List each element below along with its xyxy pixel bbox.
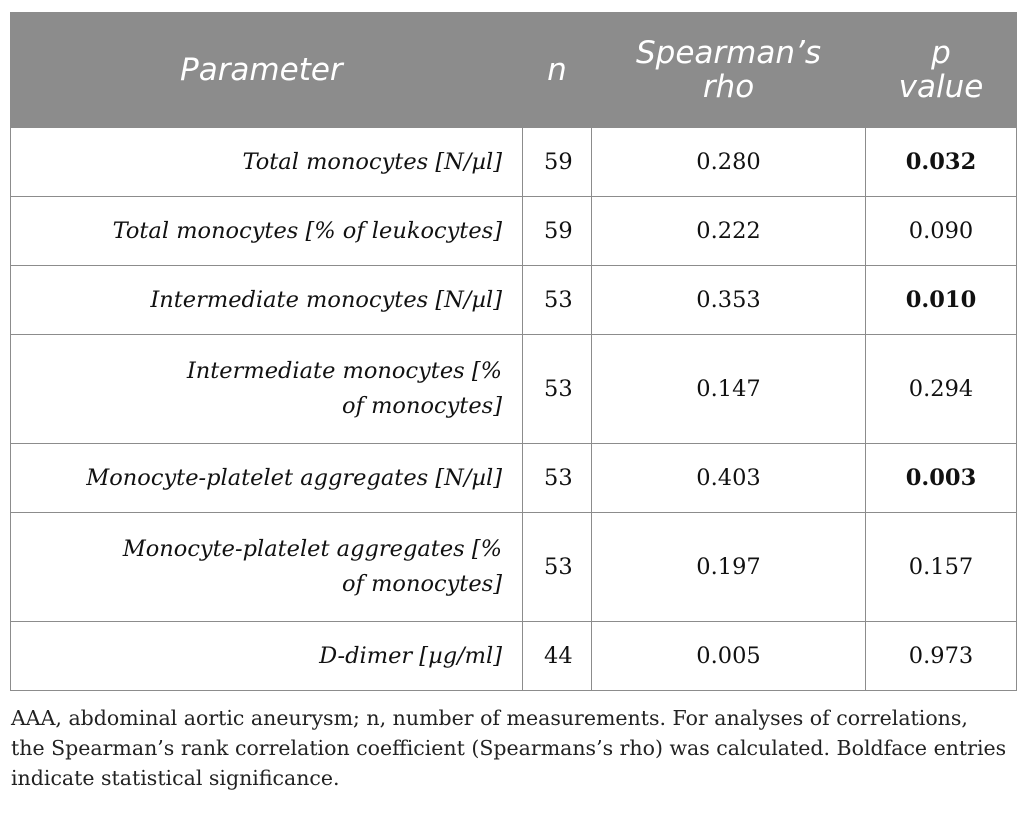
cell-p-value: 0.010: [866, 266, 1017, 335]
cell-n: 59: [523, 128, 592, 197]
cell-parameter: [11, 444, 523, 513]
table-row: [11, 197, 1017, 266]
param-text-line2: of monocytes]: [342, 571, 502, 597]
table-row: [11, 444, 1017, 513]
table-container: [10, 12, 1016, 793]
cell-p-value: 0.294: [866, 335, 1017, 444]
footnote-line-2: the Spearman’s rank correlation coefficient (Spearmans’s rho) was calculated. Boldface entries: [11, 736, 1007, 760]
correlation-table: [10, 12, 1017, 691]
table-footnote: [11, 703, 1015, 793]
cell-rho: 0.353: [592, 266, 866, 335]
param-text-line2: of monocytes]: [342, 393, 502, 419]
cell-parameter: [11, 197, 523, 266]
cell-n: 59: [523, 197, 592, 266]
footnote-line-1: AAA, abdominal aortic aneurysm; n, number of measurements. For analyses of correlations,: [11, 706, 968, 730]
cell-p-value: 0.090: [866, 197, 1017, 266]
cell-rho: 0.197: [592, 513, 866, 622]
header-rho-line1: Spearman’s: [635, 35, 822, 71]
cell-parameter: [11, 266, 523, 335]
cell-p-value: 0.157: [866, 513, 1017, 622]
param-text: Intermediate monocytes [N/µl]: [150, 286, 502, 313]
cell-p-value: 0.973: [866, 622, 1017, 691]
param-text-line1: Monocyte-platelet aggregates [%: [122, 536, 502, 562]
param-text: Total monocytes [% of leukocytes]: [112, 217, 502, 244]
cell-rho: 0.005: [592, 622, 866, 691]
header-p-line2: value: [898, 69, 984, 105]
param-text-line1: Intermediate monocytes [%: [186, 358, 502, 384]
header-n: n: [523, 13, 592, 128]
cell-parameter: [11, 622, 523, 691]
cell-p-value: 0.003: [866, 444, 1017, 513]
table-row: [11, 266, 1017, 335]
cell-n: 53: [523, 335, 592, 444]
table-row: [11, 622, 1017, 691]
header-row: [11, 13, 1017, 128]
cell-rho: 0.147: [592, 335, 866, 444]
cell-n: 53: [523, 513, 592, 622]
cell-parameter: [11, 128, 523, 197]
header-p-value: [866, 13, 1017, 128]
param-text: Monocyte-platelet aggregates [N/µl]: [86, 464, 502, 491]
cell-rho: 0.280: [592, 128, 866, 197]
header-rho-line2: rho: [702, 69, 755, 105]
header-p-line1: p: [931, 35, 951, 71]
header-parameter: Parameter: [11, 13, 523, 128]
param-text: Total monocytes [N/µl]: [242, 148, 502, 175]
table-row: [11, 513, 1017, 622]
cell-n: 44: [523, 622, 592, 691]
cell-rho: 0.403: [592, 444, 866, 513]
table-row: [11, 335, 1017, 444]
cell-parameter: [11, 335, 523, 444]
cell-parameter: [11, 513, 523, 622]
cell-n: 53: [523, 266, 592, 335]
cell-p-value: 0.032: [866, 128, 1017, 197]
cell-rho: 0.222: [592, 197, 866, 266]
cell-n: 53: [523, 444, 592, 513]
param-text: D-dimer [µg/ml]: [319, 642, 502, 669]
table-row: [11, 128, 1017, 197]
footnote-line-3: indicate statistical significance.: [11, 766, 340, 790]
header-spearmans-rho: [592, 13, 866, 128]
